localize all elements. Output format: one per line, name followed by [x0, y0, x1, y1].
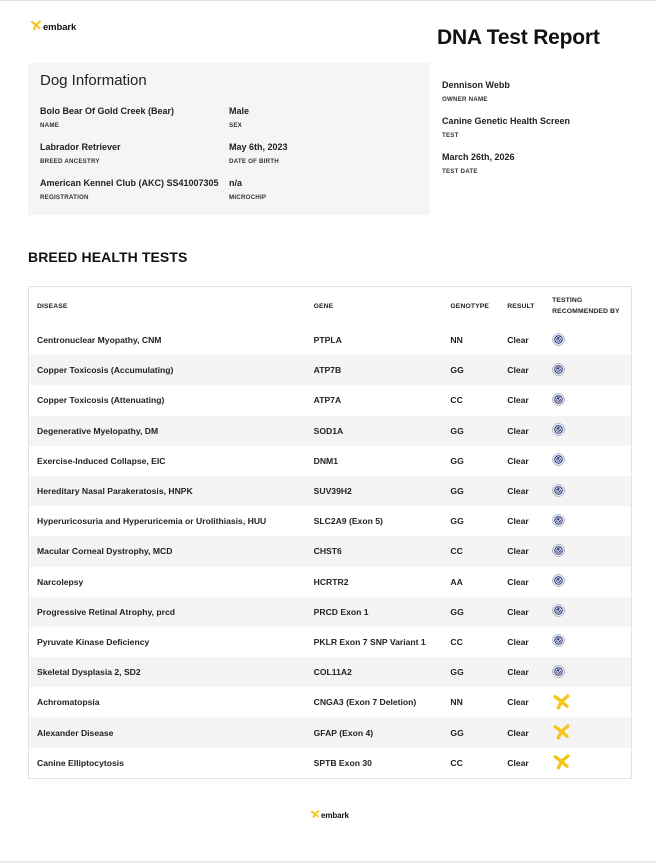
gene-cell: HCRTR2	[314, 567, 451, 597]
ofa-badge-icon	[552, 393, 565, 408]
table-row	[29, 506, 632, 536]
genotype-cell: GG	[450, 446, 507, 476]
table-row	[29, 416, 632, 446]
disease-cell: Exercise-Induced Collapse, EIC	[29, 446, 314, 476]
ofa-badge-icon	[552, 484, 565, 499]
disease-cell: Progressive Retinal Atrophy, prcd	[29, 597, 314, 627]
dog-information-title: Dog Information	[40, 72, 147, 89]
result-cell: Clear	[507, 536, 552, 566]
ofa-badge-icon	[552, 665, 565, 680]
gene-cell: CNGA3 (Exon 7 Deletion)	[314, 687, 451, 717]
table-row	[29, 325, 632, 355]
breed-health-tests-table	[28, 286, 632, 779]
embark-star-icon	[30, 18, 42, 36]
disease-cell: Alexander Disease	[29, 717, 314, 747]
disease-cell: Hereditary Nasal Parakeratosis, HNPK	[29, 476, 314, 506]
test-field	[442, 116, 570, 139]
table-row	[29, 627, 632, 657]
recommended-by-cell	[552, 717, 631, 747]
disease-cell: Hyperuricosuria and Hyperuricemia or Urolithiasis, HUU	[29, 506, 314, 536]
gene-cell: PTPLA	[314, 325, 451, 355]
disease-cell: Narcolepsy	[29, 567, 314, 597]
breed-ancestry-value: Labrador Retriever	[40, 142, 121, 152]
gene-cell: COL11A2	[314, 657, 451, 687]
recommended-by-cell	[552, 597, 631, 627]
report-title: DNA Test Report	[437, 26, 600, 49]
embark-footer-logo	[310, 806, 349, 824]
test-label: TEST	[442, 132, 459, 139]
genotype-cell: GG	[450, 717, 507, 747]
gene-cell: SOD1A	[314, 416, 451, 446]
registration-value: American Kennel Club (AKC) SS41007305	[40, 178, 219, 188]
genotype-cell: CC	[450, 627, 507, 657]
dog-information-panel	[28, 63, 430, 215]
recommended-by-cell	[552, 536, 631, 566]
gene-cell: ATP7B	[314, 355, 451, 385]
gene-cell: PRCD Exon 1	[314, 597, 451, 627]
recommended-by-cell	[552, 385, 631, 415]
genotype-cell: GG	[450, 597, 507, 627]
result-cell: Clear	[507, 597, 552, 627]
genotype-cell: CC	[450, 536, 507, 566]
genotype-cell: GG	[450, 657, 507, 687]
gene-cell: PKLR Exon 7 SNP Variant 1	[314, 627, 451, 657]
owner-name-value: Dennison Webb	[442, 80, 510, 90]
disease-cell: Copper Toxicosis (Attenuating)	[29, 385, 314, 415]
recommended-by-cell	[552, 687, 631, 717]
registration-field	[40, 178, 219, 201]
gene-cell: SLC2A9 (Exon 5)	[314, 506, 451, 536]
recommended-by-cell	[552, 355, 631, 385]
table-row	[29, 657, 632, 687]
dog-name-field	[40, 106, 174, 129]
ofa-badge-icon	[552, 423, 565, 438]
ofa-badge-icon	[552, 363, 565, 378]
test-date-value: March 26th, 2026	[442, 152, 515, 162]
sex-field	[229, 106, 249, 129]
microchip-value: n/a	[229, 178, 243, 188]
table-row	[29, 446, 632, 476]
recommended-by-cell	[552, 506, 631, 536]
table-row	[29, 748, 632, 779]
gene-cell: SUV39H2	[314, 476, 451, 506]
disease-cell: Degenerative Myelopathy, DM	[29, 416, 314, 446]
date-of-birth-field	[229, 142, 288, 165]
dog-name-label: NAME	[40, 122, 60, 129]
ofa-badge-icon	[552, 574, 565, 589]
gene-cell: SPTB Exon 30	[314, 748, 451, 779]
column-header-genotype: GENOTYPE	[450, 302, 489, 310]
genotype-cell: NN	[450, 687, 507, 717]
genotype-cell: GG	[450, 416, 507, 446]
result-cell: Clear	[507, 476, 552, 506]
ofa-badge-icon	[552, 333, 565, 348]
genotype-cell: GG	[450, 355, 507, 385]
embark-star-icon	[310, 806, 320, 824]
ofa-badge-icon	[552, 453, 565, 468]
gene-cell: GFAP (Exon 4)	[314, 717, 451, 747]
disease-cell: Achromatopsia	[29, 687, 314, 717]
result-cell: Clear	[507, 355, 552, 385]
column-header-testing-line1: TESTING	[552, 297, 583, 304]
date-of-birth-label: DATE OF BIRTH	[229, 158, 279, 165]
breed-ancestry-label: BREED ANCESTRY	[40, 158, 100, 165]
column-header-gene: GENE	[313, 302, 334, 310]
genotype-cell: NN	[450, 325, 507, 355]
recommended-by-cell	[552, 748, 631, 779]
gene-cell: ATP7A	[314, 385, 451, 415]
ofa-badge-icon	[552, 604, 565, 619]
table-row	[29, 385, 632, 415]
embark-wordmark: embark	[43, 21, 77, 33]
test-value: Canine Genetic Health Screen	[442, 116, 571, 126]
recommended-by-cell	[552, 325, 631, 355]
recommended-by-cell	[552, 416, 631, 446]
result-cell: Clear	[507, 657, 552, 687]
disease-cell: Skeletal Dysplasia 2, SD2	[29, 657, 314, 687]
result-cell: Clear	[507, 416, 552, 446]
microchip-label: MICROCHIP	[229, 194, 267, 201]
result-cell: Clear	[507, 687, 552, 717]
table-header-row	[29, 287, 632, 326]
table-row	[29, 536, 632, 566]
result-cell: Clear	[507, 446, 552, 476]
embark-star-icon	[552, 752, 571, 773]
gene-cell: DNM1	[314, 446, 451, 476]
date-of-birth-value: May 6th, 2023	[229, 142, 288, 152]
result-cell: Clear	[507, 385, 552, 415]
result-cell: Clear	[507, 717, 552, 747]
disease-cell: Copper Toxicosis (Accumulating)	[29, 355, 314, 385]
genotype-cell: CC	[450, 385, 507, 415]
column-header-disease: DISEASE	[37, 302, 68, 310]
recommended-by-cell	[552, 476, 631, 506]
breed-ancestry-field	[40, 142, 121, 165]
owner-name-label: OWNER NAME	[442, 96, 488, 103]
embark-footer-wordmark: embark	[321, 810, 349, 820]
ofa-badge-icon	[552, 514, 565, 529]
result-cell: Clear	[507, 325, 552, 355]
table-row	[29, 567, 632, 597]
table-row	[29, 717, 632, 747]
sex-value: Male	[229, 106, 250, 116]
genotype-cell: GG	[450, 476, 507, 506]
column-header-testing-line2: RECOMMENDED BY	[552, 308, 620, 315]
table-row	[29, 687, 632, 717]
recommended-by-cell	[552, 567, 631, 597]
recommended-by-cell	[552, 627, 631, 657]
table-row	[29, 597, 632, 627]
recommended-by-cell	[552, 446, 631, 476]
disease-cell: Centronuclear Myopathy, CNM	[29, 325, 314, 355]
gene-cell: CHST6	[314, 536, 451, 566]
result-cell: Clear	[507, 506, 552, 536]
disease-cell: Macular Corneal Dystrophy, MCD	[29, 536, 314, 566]
table-row	[29, 355, 632, 385]
genotype-cell: CC	[450, 748, 507, 779]
test-date-field	[442, 152, 515, 175]
disease-cell: Canine Elliptocytosis	[29, 748, 314, 779]
genotype-cell: AA	[450, 567, 507, 597]
column-header-result: RESULT	[507, 302, 535, 310]
embark-star-icon	[552, 722, 571, 743]
disease-cell: Pyruvate Kinase Deficiency	[29, 627, 314, 657]
embark-star-icon	[552, 692, 571, 713]
ofa-badge-icon	[552, 634, 565, 649]
table-row	[29, 476, 632, 506]
dog-name-value: Bolo Bear Of Gold Creek (Bear)	[40, 106, 175, 116]
ofa-badge-icon	[552, 544, 565, 559]
result-cell: Clear	[507, 627, 552, 657]
registration-label: REGISTRATION	[40, 194, 89, 201]
recommended-by-cell	[552, 657, 631, 687]
microchip-field	[229, 178, 266, 201]
column-header-testing-recommended-by	[552, 287, 631, 326]
sex-label: SEX	[229, 122, 242, 129]
result-cell: Clear	[507, 748, 552, 779]
test-date-label: TEST DATE	[442, 168, 478, 175]
result-cell: Clear	[507, 567, 552, 597]
genotype-cell: GG	[450, 506, 507, 536]
breed-health-tests-heading: BREED HEALTH TESTS	[28, 249, 188, 265]
embark-logo	[30, 18, 76, 36]
owner-name-field	[442, 80, 510, 103]
